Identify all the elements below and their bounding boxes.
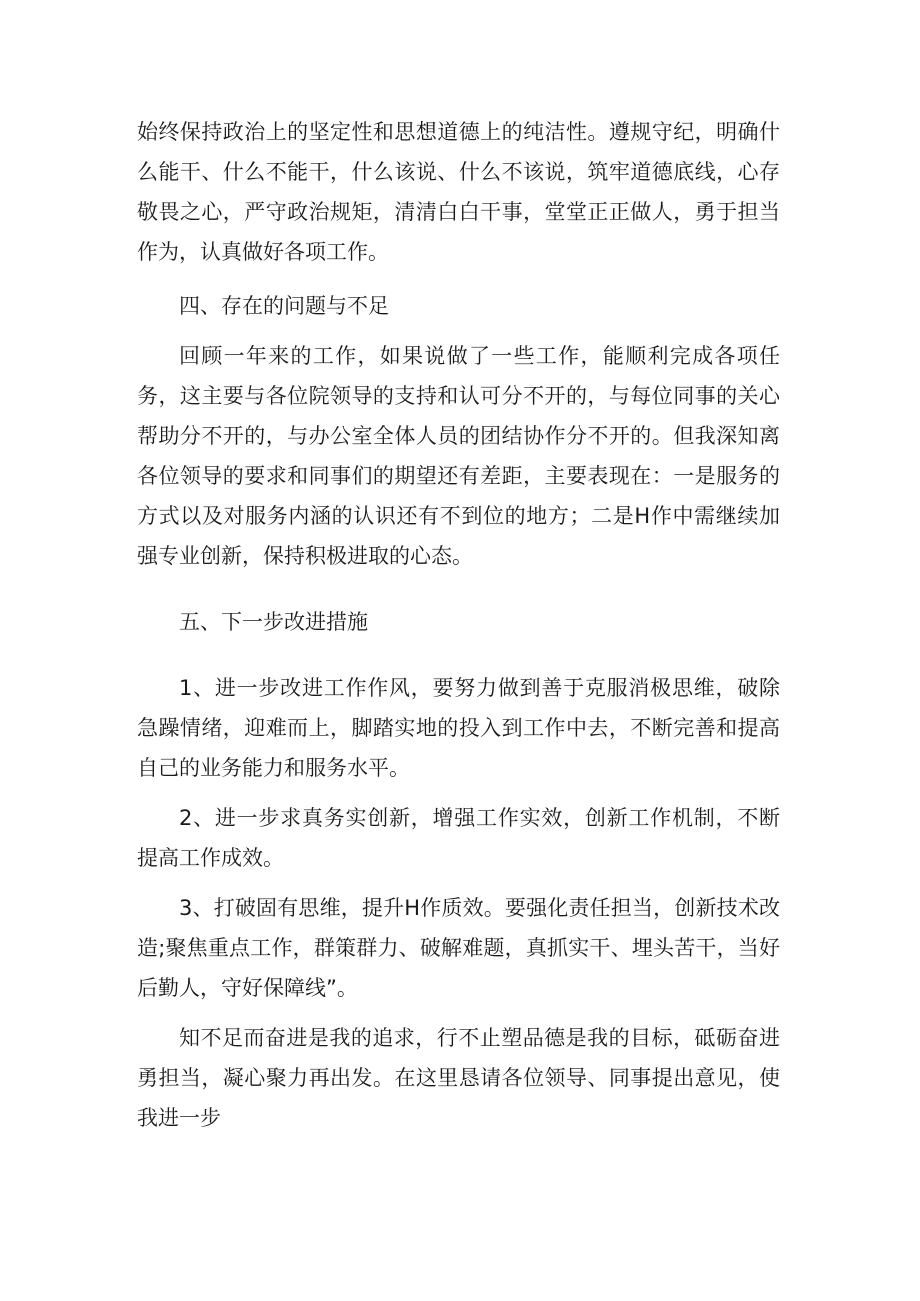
paragraph-measure-3: 3、打破固有思维，提升H作质效。要强化责任担当，创新技术改造;聚焦重点工作，群策群力、破解难题，真抓实干、埋头苦干，当好后勤人，守好保障线”。 [137,896,780,1000]
section-heading-problems: 四、存在的问题与不足 [179,294,389,318]
paragraph-political-integrity: 始终保持政治上的坚定性和思想道德上的纯洁性。遵规守纪，明确什么能干、什么不能干，什么该说、什么不该说，筑牢道德底线，心存敬畏之心，严守政治规矩，清清白白干事，堂堂正正做人，勇于担当作为，认真做好各项工作。 [137,120,780,264]
paragraph-measure-1: 1、进一步改进工作作风，要努力做到善于克服消极思维，破除急躁情绪，迎难而上，脚踏实地的投入到工作中去，不断完善和提高自己的业务能力和服务水平。 [137,676,780,780]
paragraph-closing: 知不足而奋进是我的追求，行不止塑品德是我的目标，砥砺奋进勇担当，凝心聚力再出发。在这里恳请各位领导、同事提出意见，使我进一步 [137,1026,780,1130]
document-body [137,112,780,1138]
paragraph-measure-2: 2、进一步求真务实创新，增强工作实效，创新工作机制，不断提高工作成效。 [137,806,780,870]
paragraph-review: 回顾一年来的工作，如果说做了一些工作，能顺利完成各项任务，这主要与各位院领导的支持和认可分不开的，与每位同事的关心帮助分不开的，与办公室全体人员的团结协作分不开的。但我深知离各位领导的要求和同事们的期望还有差距，主要表现在：一是服务的方式以及对服务内涵的认识还有不到位的地方；二是H作中需继续加强专业创新，保持积极进取的心态。 [137,344,780,568]
section-heading-improvements: 五、下一步改进措施 [179,610,368,634]
